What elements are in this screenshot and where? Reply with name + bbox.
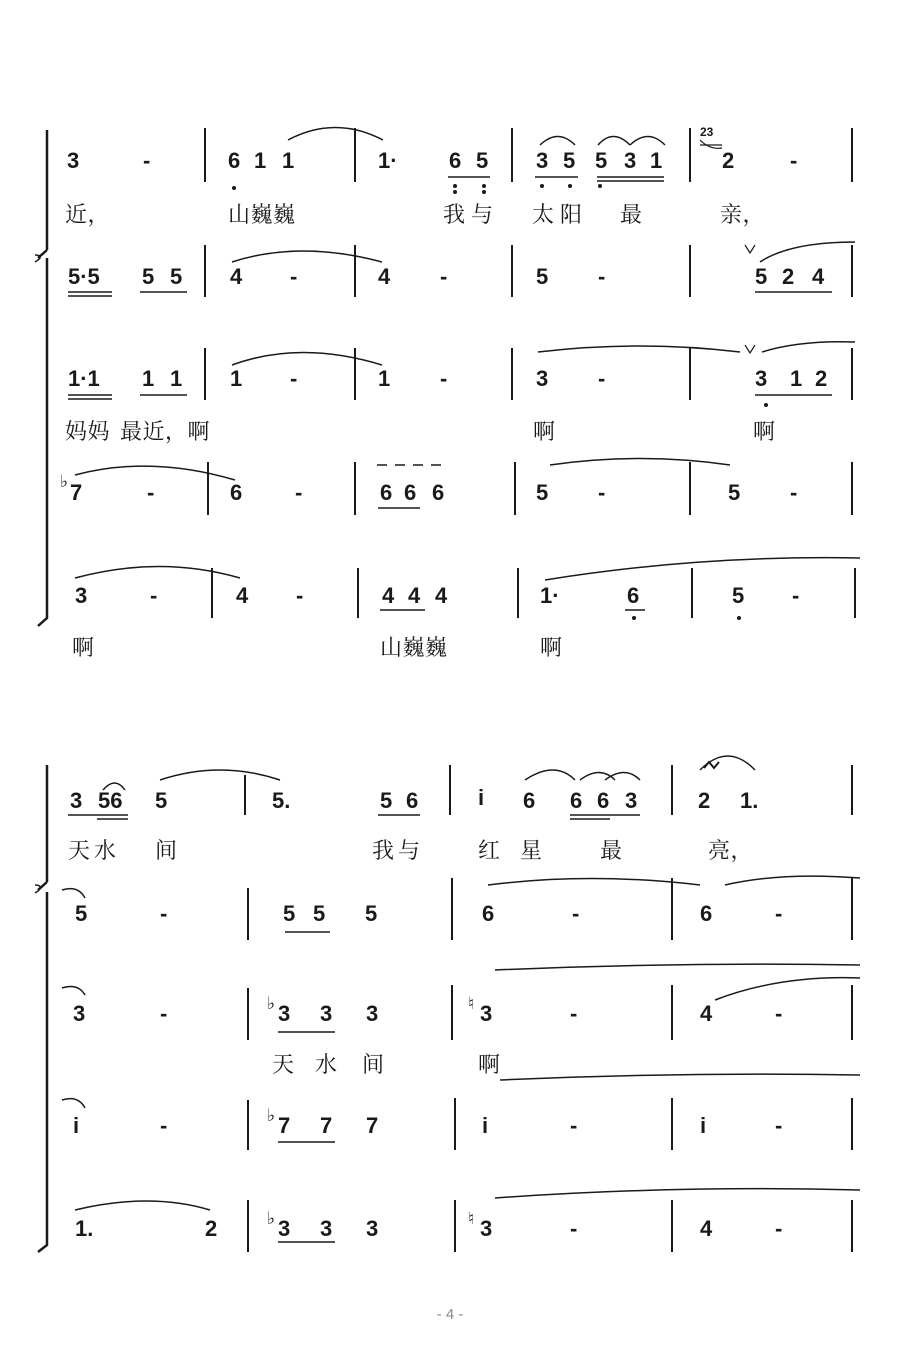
note: 6 — [432, 480, 445, 505]
flat-sign: ♭ — [267, 1106, 276, 1126]
note: 3 — [755, 366, 768, 391]
note: - — [570, 1216, 578, 1241]
lyric: 山巍巍 — [380, 636, 448, 661]
note: 5 — [283, 901, 296, 926]
system-brace-1 — [35, 255, 40, 262]
note: 2 — [205, 1216, 218, 1241]
lyric: 亲， — [720, 203, 766, 228]
note: i — [482, 1113, 489, 1138]
note: i — [700, 1113, 707, 1138]
note: 56 — [98, 788, 123, 813]
note: 6 — [597, 788, 610, 813]
note: 7 — [278, 1113, 291, 1138]
note: 3 — [480, 1216, 493, 1241]
note: 3 — [366, 1216, 379, 1241]
note: 3 — [75, 583, 88, 608]
note: 3 — [73, 1001, 86, 1026]
note: 2 — [815, 366, 828, 391]
note: i — [478, 785, 485, 810]
note: 3 — [624, 148, 637, 173]
note: - — [790, 148, 798, 173]
grace-notes: 23 — [700, 125, 714, 139]
note: - — [775, 1113, 783, 1138]
note: 5 — [380, 788, 393, 813]
note: 5 — [536, 264, 549, 289]
note: 5 — [75, 901, 88, 926]
flat-sign: ♭ — [60, 472, 69, 492]
note: 6 — [449, 148, 462, 173]
lyric: 水 — [315, 1053, 338, 1078]
note: 6 — [404, 480, 417, 505]
note: 2 — [722, 148, 735, 173]
note: 1· — [540, 583, 560, 608]
note: - — [290, 264, 298, 289]
note: 5 — [313, 901, 326, 926]
note: 4 — [700, 1001, 713, 1026]
lyric: 最 — [620, 203, 643, 228]
note: 6 — [380, 480, 393, 505]
note: - — [775, 901, 783, 926]
note: 6 — [228, 148, 241, 173]
note: 1 — [254, 148, 267, 173]
note: - — [160, 901, 168, 926]
note: 3 — [536, 148, 549, 173]
note: - — [143, 148, 151, 173]
lyric: 最 — [600, 839, 623, 864]
note: - — [572, 901, 580, 926]
note: 4 — [812, 264, 825, 289]
note: 3 — [67, 148, 80, 173]
note: 1. — [740, 788, 759, 813]
note: 6 — [482, 901, 495, 926]
lyric: 间 — [362, 1053, 385, 1078]
note: - — [160, 1001, 168, 1026]
note: 1 — [378, 366, 391, 391]
note: 5 — [563, 148, 576, 173]
lyric: 间 — [155, 839, 178, 864]
note: - — [296, 583, 304, 608]
natural-sign: ♮ — [468, 994, 475, 1014]
note: - — [598, 264, 606, 289]
note: 3 — [320, 1216, 333, 1241]
note: 4 — [378, 264, 391, 289]
note: - — [147, 480, 155, 505]
lyric: 近， — [65, 203, 111, 228]
note: 1 — [282, 148, 295, 173]
note: 1· — [378, 148, 398, 173]
lyric: 天 — [272, 1053, 295, 1078]
note: - — [775, 1216, 783, 1241]
lyric: 我与 — [372, 839, 425, 864]
lyric: 啊 — [72, 636, 95, 661]
lyric: 亮， — [708, 839, 754, 864]
note: - — [598, 480, 606, 505]
note: 4 — [230, 264, 243, 289]
system-bracket-1 — [38, 130, 47, 626]
note: 6 — [570, 788, 583, 813]
lyric: 啊 — [478, 1053, 501, 1078]
note: 5 — [365, 901, 378, 926]
lyric: 我与 — [443, 203, 500, 228]
note: - — [295, 480, 303, 505]
lyric: 太阳 — [532, 203, 589, 228]
note: - — [775, 1001, 783, 1026]
note: 4 — [236, 583, 249, 608]
lyric: 红星 — [478, 839, 563, 864]
note: 5 — [170, 264, 183, 289]
note: 5 — [476, 148, 489, 173]
note: 4 — [408, 583, 421, 608]
note: 1 — [230, 366, 243, 391]
note: 7 — [320, 1113, 333, 1138]
lyric: 山巍巍 — [228, 203, 296, 228]
note: - — [570, 1113, 578, 1138]
note: - — [792, 583, 800, 608]
note: 5 — [536, 480, 549, 505]
note: 5·5 — [68, 264, 100, 289]
lyric: 妈妈 — [65, 420, 111, 445]
note: 1 — [170, 366, 183, 391]
lyric: 最近，啊 — [120, 420, 211, 445]
note: 4 — [382, 583, 395, 608]
note: 6 — [230, 480, 243, 505]
note: 3 — [320, 1001, 333, 1026]
lyric: 啊 — [753, 420, 776, 445]
flat-sign: ♭ — [267, 994, 276, 1014]
note: 1 — [650, 148, 663, 173]
natural-sign: ♮ — [468, 1209, 475, 1229]
note: i — [73, 1113, 80, 1138]
note: 6 — [627, 583, 640, 608]
note: 3 — [625, 788, 638, 813]
note: 6 — [523, 788, 536, 813]
note: 1. — [75, 1216, 94, 1241]
note: 4 — [700, 1216, 713, 1241]
note: 5 — [728, 480, 741, 505]
note: 5 — [755, 264, 768, 289]
note: 3 — [536, 366, 549, 391]
note: 6 — [700, 901, 713, 926]
system-bracket-2 — [38, 765, 47, 1252]
note: 2 — [782, 264, 795, 289]
note: - — [790, 480, 798, 505]
note: 5 — [155, 788, 168, 813]
note: - — [160, 1113, 168, 1138]
note: - — [598, 366, 606, 391]
note: 1 — [142, 366, 155, 391]
note: 3 — [70, 788, 83, 813]
note: 7 — [70, 480, 83, 505]
note: - — [150, 583, 158, 608]
page-number: - 4 - — [436, 1306, 464, 1323]
note: 6 — [406, 788, 419, 813]
lyric: 啊 — [540, 636, 563, 661]
note: 3 — [278, 1001, 291, 1026]
note: - — [570, 1001, 578, 1026]
flat-sign: ♭ — [267, 1209, 276, 1229]
note: 7 — [366, 1113, 379, 1138]
note: 3 — [366, 1001, 379, 1026]
note: 3 — [480, 1001, 493, 1026]
note: 5 — [595, 148, 608, 173]
note: 3 — [278, 1216, 291, 1241]
note: 5. — [272, 788, 291, 813]
note: - — [290, 366, 298, 391]
note: 5 — [142, 264, 155, 289]
lyric: 啊 — [533, 420, 556, 445]
note: 5 — [732, 583, 745, 608]
note: 4 — [435, 583, 448, 608]
note: - — [440, 366, 448, 391]
note: 1 — [790, 366, 803, 391]
note: 2 — [698, 788, 711, 813]
note: 1·1 — [68, 366, 100, 391]
note: - — [440, 264, 448, 289]
lyric: 天水 — [68, 839, 121, 864]
